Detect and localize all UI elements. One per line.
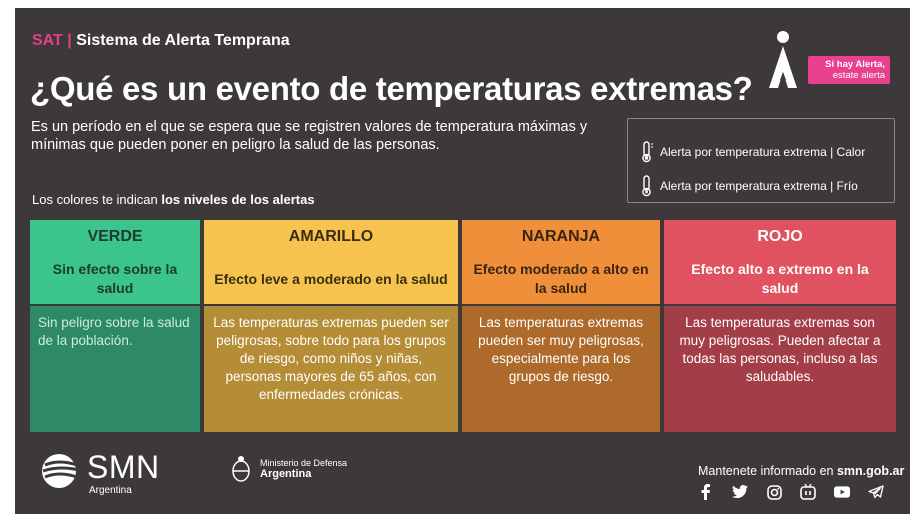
level-effect: Efecto alto a extremo en la salud [664,254,896,304]
header-line [32,32,290,50]
intro-text: Es un período en el que se espera que se registren valores de temperatura máximas y mínimas que pueden poner en peligro la salud de las personas. [31,119,588,153]
levels-label-prefix: Los colores te indican [32,192,162,207]
thermometer-cold-icon [640,175,654,197]
ministerio-logo [230,454,347,484]
twitter-icon[interactable] [732,484,748,500]
informed-site-link[interactable]: smn.gob.ar [836,464,905,478]
ministerio-text [260,458,347,480]
coat-of-arms-icon [230,454,252,484]
facebook-icon[interactable] [698,484,714,500]
level-verde [30,220,200,432]
level-description: Las temperaturas extremas son muy peligrosas. Pueden afectar a todas las personas, incluso a las saludables. [664,306,896,432]
ministerio-line2: Argentina [260,468,312,480]
levels-label-bold: los niveles de los alertas [161,192,315,207]
smn-logo [37,449,160,496]
level-description: Sin peligro sobre la salud de la población. [30,306,200,432]
ministerio-line1: Ministerio de Defensa [260,458,348,468]
sat-label: SAT [32,32,63,49]
legend-cold-label: Alerta por temperatura extrema | Frío [660,179,858,193]
tiktok-icon[interactable] [800,484,816,500]
alert-badge [808,56,890,84]
legend-heat-label: Alerta por temperatura extrema | Calor [660,145,866,159]
level-rojo [664,220,896,432]
level-amarillo [204,220,458,432]
smn-wave-icon [37,451,87,491]
levels-label [32,192,315,207]
level-name: ROJO [664,220,896,254]
informed-prefix: Mantenete informado en [698,464,837,478]
social-links [698,484,884,500]
thermometer-heat-icon [640,141,654,163]
level-name: VERDE [30,220,200,254]
youtube-icon[interactable] [834,484,850,500]
header-separator: | [67,32,72,49]
level-naranja [462,220,660,432]
infographic-card [15,8,910,514]
legend-heat [640,141,865,163]
badge-line1: Si hay Alerta, [825,59,885,70]
level-effect: Efecto leve a moderado en la salud [204,254,458,304]
level-name: NARANJA [462,220,660,254]
level-description: Las temperaturas extremas pueden ser peligrosas, sobre todo para los grupos de riesgo, como niños y niñas, personas mayores de 65 años, con enfermedades crónicas. [204,306,458,432]
level-description: Las temperaturas extremas pueden ser muy peligrosas, especialmente para los grupos de riesgo. [462,306,660,432]
legend-cold [640,175,858,197]
smn-text: SMN [87,449,160,485]
system-name: Sistema de Alerta Temprana [76,32,290,49]
level-effect: Efecto moderado a alto en la salud [462,254,660,304]
telegram-icon[interactable] [868,484,884,500]
page-title: ¿Qué es un evento de temperaturas extremas? [30,70,753,107]
stay-informed-text [698,464,904,478]
badge-line2: estate alerta [832,70,885,81]
smn-subtext: Argentina [89,485,132,496]
level-effect: Sin efecto sobre la salud [30,254,200,304]
legend-box [627,118,895,203]
instagram-icon[interactable] [766,484,782,500]
level-name: AMARILLO [204,220,458,254]
